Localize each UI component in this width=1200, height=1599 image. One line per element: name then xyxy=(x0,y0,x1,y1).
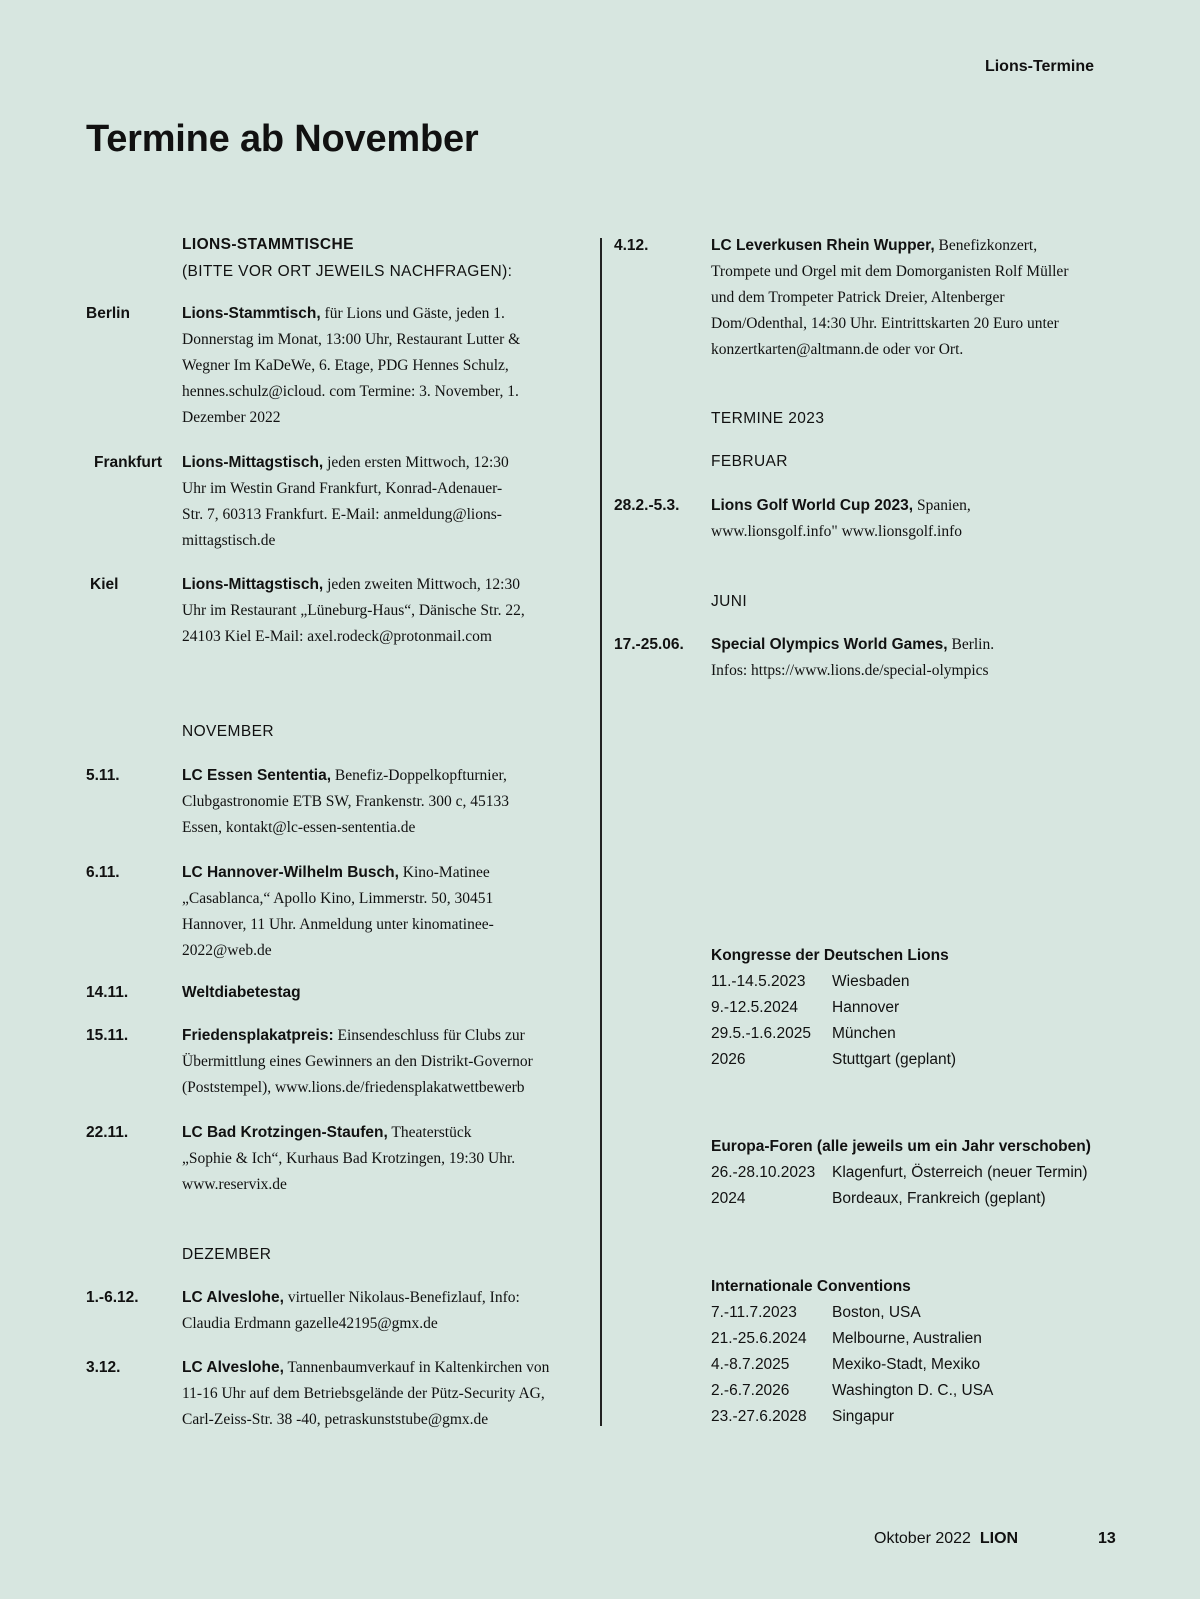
entry-text xyxy=(182,450,522,554)
entry-text xyxy=(182,1355,572,1433)
entry-description: Benefiz-Doppelkopfturnier, Clubgastronomie ETB SW, Frankenstr. 300 c, 45133 Essen, kontakt@lc-essen-sententia.de xyxy=(182,767,510,836)
section-label: Lions-Termine xyxy=(984,58,1094,75)
februar-heading: FEBRUAR xyxy=(711,453,788,470)
entry-text xyxy=(182,301,542,431)
conventions-block xyxy=(711,1274,994,1430)
dezember-heading: DEZEMBER xyxy=(182,1246,272,1263)
entry-description: Tannenbaumverkauf in Kaltenkirchen von 11-16 Uhr auf dem Betriebsgelände der Pütz-Security AG, Carl-Zeiss-Str. 38 -40, petraskunststube@gmx.de xyxy=(182,1359,550,1428)
row-place: Wiesbaden xyxy=(832,973,910,990)
entry-name: LC Alveslohe, xyxy=(182,1359,284,1376)
entry-text xyxy=(182,860,522,964)
row-place: Boston, USA xyxy=(832,1304,921,1321)
row-date: 26.-28.10.2023 xyxy=(711,1164,816,1181)
row-place: München xyxy=(832,1025,896,1042)
entry-text xyxy=(182,1285,522,1337)
row-date: 4.-8.7.2025 xyxy=(711,1356,790,1373)
row-place: Bordeaux, Frankreich (geplant) xyxy=(832,1190,1046,1207)
kongresse-row xyxy=(711,995,949,1021)
row-place: Klagenfurt, Österreich (neuer Termin) xyxy=(832,1164,1088,1181)
entry-city: Kiel xyxy=(90,576,119,593)
stammtische-heading: LIONS-STAMMTISCHE xyxy=(182,236,354,253)
stammtische-subheading: (BITTE VOR ORT JEWEILS NACHFRAGEN): xyxy=(182,263,513,280)
juni-heading: JUNI xyxy=(711,593,748,610)
row-date: 21.-25.6.2024 xyxy=(711,1330,807,1347)
conventions-row xyxy=(711,1378,994,1404)
entry-text xyxy=(182,1023,567,1101)
row-place: Melbourne, Australien xyxy=(832,1330,982,1347)
entry-date: 6.11. xyxy=(86,864,120,881)
kongresse-block xyxy=(711,943,957,1073)
entry-name: LC Alveslohe, xyxy=(182,1289,284,1306)
entry-description: für Lions und Gäste, jeden 1. Donnerstag im Monat, 13:00 Uhr, Restaurant Lutter & Wegner Im KaDeWe, 6. Etage, PDG Hennes Schulz, hennes.schulz@icloud. com Termine: 3. November, 1. Dezember 2022 xyxy=(182,305,521,426)
entry-name: LC Essen Sententia, xyxy=(182,767,332,784)
row-date: 2024 xyxy=(711,1190,746,1207)
row-date: 9.-12.5.2024 xyxy=(711,999,799,1016)
entry-text xyxy=(182,763,542,841)
conventions-row xyxy=(711,1352,981,1378)
entry-name: Friedensplakatpreis: xyxy=(182,1027,334,1044)
conventions-row xyxy=(711,1404,911,1430)
europa-block xyxy=(711,1134,1091,1212)
entry-description: Berlin. Infos: https://www.lions.de/special-olympics xyxy=(711,636,995,679)
entry-text xyxy=(182,1120,522,1198)
row-place: Mexiko-Stadt, Mexiko xyxy=(832,1356,981,1373)
entry-date: 15.11. xyxy=(86,1027,129,1044)
entry-city: Berlin xyxy=(86,305,130,322)
entry-description: jeden zweiten Mittwoch, 12:30 Uhr im Restaurant „Lüneburg-Haus“, Dänische Str. 22, 24103 Kiel E-Mail: axel.rodeck@protonmail.com xyxy=(182,576,525,645)
conventions-row xyxy=(711,1326,982,1352)
entry-description: Benefizkonzert, Trompete und Orgel mit dem Domorganisten Rolf Müller und dem Trompeter Patrick Dreier, Altenberger Dom/Odenthal, 14:30 Uhr. Eintrittskarten 20 Euro unter konzertkarten@altmann.de oder vor Ort. xyxy=(711,237,1069,358)
entry-date: 3.12. xyxy=(86,1359,121,1376)
entry-name: Lions Golf World Cup 2023, xyxy=(711,497,914,514)
page-title: Termine ab November xyxy=(86,118,479,160)
entry-date: 4.12. xyxy=(614,237,649,254)
row-place: Singapur xyxy=(832,1408,895,1425)
row-date: 2026 xyxy=(711,1051,746,1068)
entry-name: Lions-Mittagstisch, xyxy=(182,576,324,593)
row-date: 2.-6.7.2026 xyxy=(711,1382,790,1399)
entry-description: Spanien, www.lionsgolf.info" www.lionsgolf.info xyxy=(711,497,971,540)
entry-description: Kino-Matinee „Casablanca,“ Apollo Kino, Limmerstr. 50, 30451 Hannover, 11 Uhr. Anmeldung unter kinomatinee-2022@web.de xyxy=(182,864,494,959)
kongresse-row xyxy=(711,1021,949,1047)
row-place: Stuttgart (geplant) xyxy=(832,1051,957,1068)
conventions-row xyxy=(711,1300,921,1326)
entry-name: Lions-Mittagstisch, xyxy=(182,454,324,471)
row-date: 7.-11.7.2023 xyxy=(711,1304,797,1321)
entry-date: 17.-25.06. xyxy=(614,636,684,653)
row-date: 23.-27.6.2028 xyxy=(711,1408,807,1425)
entry-text xyxy=(711,233,1086,363)
entry-text xyxy=(711,493,1011,545)
entry-city: Frankfurt xyxy=(94,454,163,471)
entry-description: Einsendeschluss für Clubs zur Übermittlung eines Gewinners an den Distrikt-Governor (Poststempel), www.lions.de/friedensplakatwettbewerb xyxy=(182,1027,533,1096)
europa-title: Europa-Foren (alle jeweils um ein Jahr verschoben) xyxy=(711,1138,1091,1155)
europa-row xyxy=(711,1160,1091,1186)
row-date: 11.-14.5.2023 xyxy=(711,973,806,990)
kongresse-row xyxy=(711,1047,957,1073)
entry-description: jeden ersten Mittwoch, 12:30 Uhr im Westin Grand Frankfurt, Konrad-Adenauer-Str. 7, 60313 Frankfurt. E-Mail: anmeldung@lions-mittagstisch.de xyxy=(182,454,509,549)
column-divider xyxy=(600,238,602,1426)
entry-name: LC Hannover-Wilhelm Busch, xyxy=(182,864,399,881)
entry-text xyxy=(182,980,542,1006)
row-place: Hannover xyxy=(832,999,900,1016)
entry-description: Theaterstück „Sophie & Ich“, Kurhaus Bad Krotzingen, 19:30 Uhr. www.reservix.de xyxy=(182,1124,516,1193)
conventions-title: Internationale Conventions xyxy=(711,1278,911,1295)
entry-text xyxy=(182,572,527,650)
entry-name: Weltdiabetestag xyxy=(182,984,301,1001)
kongresse-row xyxy=(711,969,949,995)
europa-row xyxy=(711,1186,1091,1212)
entry-name: Special Olympics World Games, xyxy=(711,636,948,653)
entry-text xyxy=(711,632,1031,684)
entry-date: 14.11. xyxy=(86,984,129,1001)
termine-2023-heading: TERMINE 2023 xyxy=(711,410,825,427)
entry-date: 1.-6.12. xyxy=(86,1289,139,1306)
november-heading: NOVEMBER xyxy=(182,723,274,740)
entry-name: LC Bad Krotzingen-Staufen, xyxy=(182,1124,388,1141)
footer-magazine: LION xyxy=(979,1530,1019,1547)
entry-name: Lions-Stammtisch, xyxy=(182,305,321,322)
kongresse-title: Kongresse der Deutschen Lions xyxy=(711,947,949,964)
entry-date: 5.11. xyxy=(86,767,120,784)
entry-description: virtueller Nikolaus-Benefizlauf, Info: Claudia Erdmann gazelle42195@gmx.de xyxy=(182,1289,520,1332)
page-number: 13 xyxy=(1098,1530,1116,1547)
entry-name: LC Leverkusen Rhein Wupper, xyxy=(711,237,935,254)
footer-issue xyxy=(874,1530,1018,1548)
entry-date: 22.11. xyxy=(86,1124,129,1141)
row-date: 29.5.-1.6.2025 xyxy=(711,1025,811,1042)
entry-date: 28.2.-5.3. xyxy=(614,497,680,514)
footer-issue-date: Oktober 2022 xyxy=(874,1530,971,1547)
row-place: Washington D. C., USA xyxy=(832,1382,994,1399)
